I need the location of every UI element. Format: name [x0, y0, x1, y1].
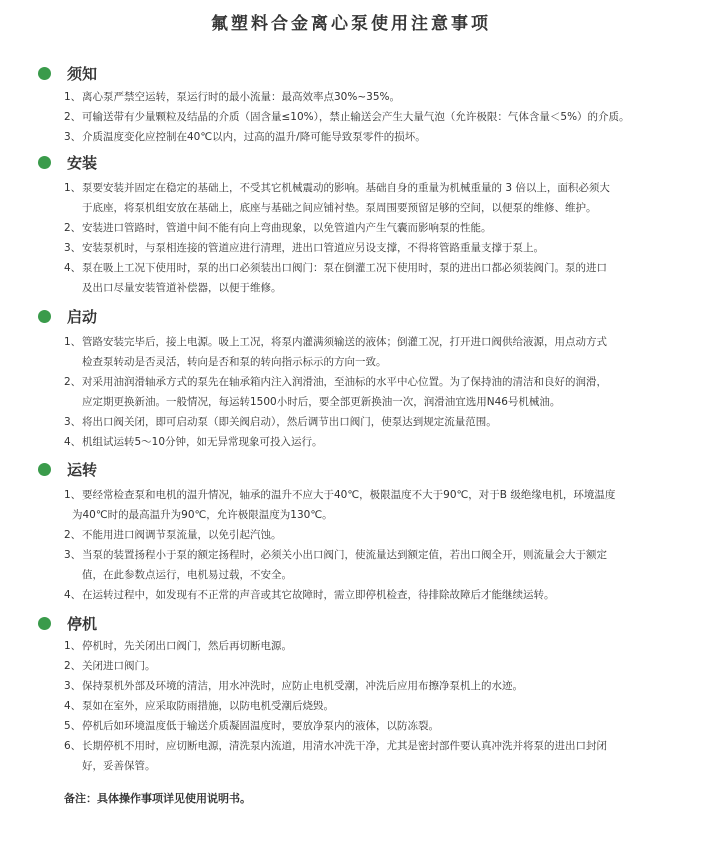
list-item — [0, 372, 702, 412]
item-text: 停机时，先关闭出口阀门，然后再切断电源。 — [82, 640, 292, 652]
item-number: 1、 — [64, 640, 82, 652]
item-text: 停机后如环境温度低于输送介质凝固温度时，要放净泵内的液体，以防冻裂。 — [82, 720, 439, 732]
item-text: 对采用油润滑轴承方式的泵先在轴承箱内注入润滑油，至油标的水平中心位置。为了保持油的清洁和良好的润滑， — [82, 376, 607, 388]
item-text: 泵在吸上工况下使用时，泵的出口必须装出口阀门：泵在倒灌工况下使用时，泵的进出口都必须装阀门。泵的进口 — [82, 262, 607, 274]
item-number: 2、 — [64, 222, 82, 234]
item-text: 泵要安装并固定在稳定的基础上，不受其它机械震动的影响。基础自身的重量为机械重量的 3 倍以上，面积必须大 — [82, 182, 610, 194]
section-header — [0, 612, 702, 634]
list-item — [0, 585, 702, 605]
list-item — [0, 258, 702, 298]
item-number: 1、 — [64, 489, 82, 501]
item-number: 4、 — [64, 436, 82, 448]
item-number: 3、 — [64, 416, 82, 428]
item-text-continued: 好，妥善保管。 — [82, 760, 156, 772]
list-item — [0, 87, 702, 107]
section-operation — [0, 458, 702, 600]
item-text: 在运转过程中，如发现有不正常的声音或其它故障时，需立即停机检查，待排除故障后才能继续运转。 — [82, 589, 555, 601]
green-bullet-icon — [38, 463, 51, 476]
item-text: 介质温度变化应控制在40℃以内，过高的温升/降可能导致泵零件的损坏。 — [82, 131, 426, 143]
list-item — [0, 332, 702, 372]
item-text-continued: 及出口尽量安装管道补偿器，以便于维修。 — [82, 282, 282, 294]
list-item — [0, 485, 702, 525]
section-installation — [0, 151, 702, 293]
list-item — [0, 676, 702, 696]
item-text: 将出口阀关闭，即可启动泵（即关阀启动），然后调节出口阀门，使泵达到规定流量范围。 — [82, 416, 497, 428]
list-item — [0, 412, 702, 432]
footnote: 备注：具体操作事项详见使用说明书。 — [64, 792, 251, 805]
section-title: 须知 — [67, 65, 98, 83]
page-title: 氟塑料合金离心泵使用注意事项 — [211, 14, 491, 34]
list-item — [0, 432, 702, 452]
item-text: 保持泵机外部及环境的清洁，用水冲洗时，应防止电机受潮，冲洗后应用布擦净泵机上的水迹。 — [82, 680, 523, 692]
item-text-continued: 为40℃时的最高温升为90℃，允许极限温度为130℃。 — [72, 509, 333, 521]
item-number: 3、 — [64, 680, 82, 692]
list-item — [0, 696, 702, 716]
item-number: 5、 — [64, 720, 82, 732]
item-number: 2、 — [64, 111, 82, 123]
section-header — [0, 62, 702, 84]
list-item — [0, 238, 702, 258]
green-bullet-icon — [38, 310, 51, 323]
section-title: 启动 — [67, 308, 98, 326]
section-title: 运转 — [67, 461, 98, 479]
item-number: 1、 — [64, 182, 82, 194]
section-header — [0, 458, 702, 480]
item-text: 可输送带有少量颗粒及结晶的介质（固含量≤10%），禁止输送会产生大量气泡（允许极限：气体含量＜5%）的介质。 — [82, 111, 630, 123]
section-title: 停机 — [67, 615, 98, 633]
item-text: 管路安装完毕后，接上电源。吸上工况，将泵内灌满须输送的液体；倒灌工况，打开进口阀供给液源，用点动方式 — [82, 336, 607, 348]
section-header — [0, 151, 702, 173]
item-number: 4、 — [64, 700, 82, 712]
item-number: 6、 — [64, 740, 82, 752]
list-item — [0, 178, 702, 218]
item-text: 安装进口管路时，管道中间不能有向上弯曲现象，以免管道内产生气囊而影响泵的性能。 — [82, 222, 492, 234]
item-text: 不能用进口阀调节泵流量，以免引起汽蚀。 — [82, 529, 282, 541]
list-item — [0, 545, 702, 585]
item-text: 泵如在室外，应采取防雨措施，以防电机受潮后烧毁。 — [82, 700, 334, 712]
item-number: 3、 — [64, 131, 82, 143]
list-item — [0, 127, 702, 147]
item-number: 1、 — [64, 91, 82, 103]
item-text: 长期停机不用时，应切断电源，清洗泵内流道，用清水冲洗干净，尤其是密封部件要认真冲洗并将泵的进出口封闭 — [82, 740, 607, 752]
item-number: 3、 — [64, 549, 82, 561]
item-text-continued: 于底座，将泵机组安放在基础上，底座与基础之间应铺衬垫。泵周围要预留足够的空间，以便泵的维修、维护。 — [82, 202, 597, 214]
green-bullet-icon — [38, 156, 51, 169]
item-number: 1、 — [64, 336, 82, 348]
list-item — [0, 716, 702, 736]
item-number: 2、 — [64, 529, 82, 541]
list-item — [0, 218, 702, 238]
list-item — [0, 525, 702, 545]
item-text-continued: 检查泵转动是否灵活，转向是否和泵的转向指示标示的方向一致。 — [82, 356, 387, 368]
item-number: 4、 — [64, 589, 82, 601]
list-item — [0, 736, 702, 776]
item-number: 4、 — [64, 262, 82, 274]
list-item — [0, 656, 702, 676]
section-startup — [0, 305, 702, 447]
list-item — [0, 636, 702, 656]
section-shutdown — [0, 612, 702, 774]
item-number: 2、 — [64, 660, 82, 672]
item-text-continued: 应定期更换新油。一般情况，每运转1500小时后，要全部更新换油一次，润滑油宜选用N46号机械油。 — [82, 396, 561, 408]
item-text-continued: 值，在此参数点运行，电机易过载，不安全。 — [82, 569, 292, 581]
section-header — [0, 305, 702, 327]
item-text: 要经常检查泵和电机的温升情况，轴承的温升不应大于40℃，极限温度不大于90℃，对于B 级绝缘电机，环境温度 — [82, 489, 616, 501]
green-bullet-icon — [38, 617, 51, 630]
item-text: 当泵的装置扬程小于泵的额定扬程时，必须关小出口阀门，使流量达到额定值，若出口阀全开，则流量会大于额定 — [82, 549, 607, 561]
item-text: 关闭进口阀门。 — [82, 660, 156, 672]
section-title: 安装 — [67, 154, 98, 172]
item-number: 3、 — [64, 242, 82, 254]
item-number: 2、 — [64, 376, 82, 388]
list-item — [0, 107, 702, 127]
item-text: 安装泵机时，与泵相连接的管道应进行清理，进出口管道应另设支撑，不得将管路重量支撑于泵上。 — [82, 242, 544, 254]
item-text: 机组试运转5～10分钟，如无异常现象可投入运行。 — [82, 436, 323, 448]
item-text: 离心泵严禁空运转，泵运行时的最小流量：最高效率点30%~35%。 — [82, 91, 400, 103]
section-notice — [0, 62, 702, 144]
green-bullet-icon — [38, 67, 51, 80]
